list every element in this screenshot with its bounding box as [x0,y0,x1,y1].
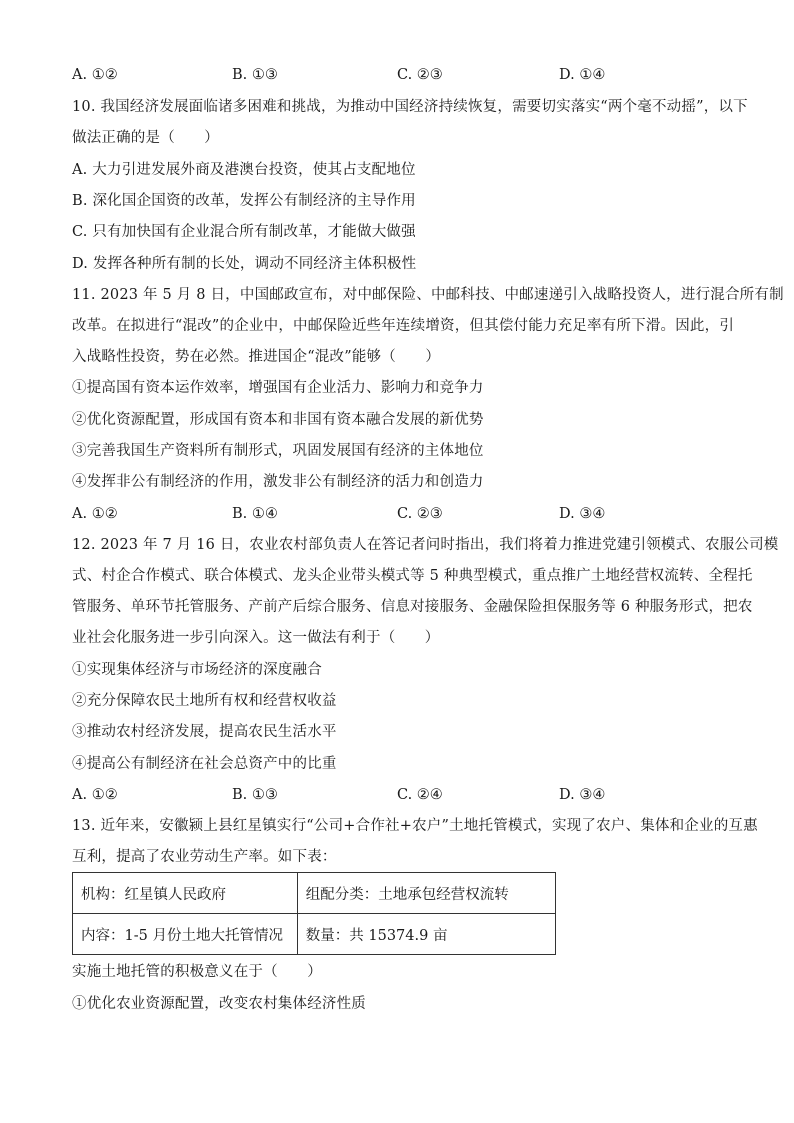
q10-option-a: A. 大力引进发展外商及港澳台投资，使其占支配地位 [72,162,416,178]
q12-stem-line3: 管服务、单环节托管服务、产前产后综合服务、信息对接服务、金融保险担保服务等 6 种服务形式，把农 [72,599,753,615]
q9-option-d: D. ①④ [559,67,606,83]
q11-stem-line3: 入战略性投资，势在必然。推进国企“混改”能够（ ） [72,349,441,365]
q11-option-c: C. ②③ [397,506,443,522]
q13-stem-line1: 13. 近年来，安徽颍上县红星镇实行“公司+合作社+农户”土地托管模式，实现了农户、集体和企业的互惠 [72,818,758,834]
table-cell-content: 内容：1-5 月份土地大托管情况 [73,914,298,955]
q9-option-a: A. ①② [72,67,118,83]
q12-option-b: B. ①③ [232,787,278,803]
q9-option-b: B. ①③ [232,67,278,83]
q12-stem-line1: 12. 2023 年 7 月 16 日，农业农村部负责人在答记者问时指出，我们将着力推进党建引领模式、农服公司模 [72,537,779,553]
q11-item-4: ④发挥非公有制经济的作用，激发非公有制经济的活力和创造力 [72,474,484,490]
q11-stem-line1: 11. 2023 年 5 月 8 日，中国邮政宣布，对中邮保险、中邮科技、中邮速递引入战略投资人，进行混合所有制 [72,287,784,303]
q11-item-2: ②优化资源配置，形成国有资本和非国有资本融合发展的新优势 [72,412,484,428]
table-cell-quantity: 数量：共 15374.9 亩 [297,914,555,955]
q10-stem-line1: 10. 我国经济发展面临诸多困难和挑战，为推动中国经济持续恢复，需要切实落实“两个毫不动摇”，以下 [72,99,748,115]
q12-stem-line2: 式、村企合作模式、联合体模式、龙头企业带头模式等 5 种典型模式，重点推广土地经营权流转、全程托 [72,568,753,584]
q10-option-d: D. 发挥各种所有制的长处，调动不同经济主体积极性 [72,256,417,272]
q13-stem-line2: 互利，提高了农业劳动生产率。如下表： [72,849,337,865]
table-row [73,914,556,955]
q12-option-c: C. ②④ [397,787,443,803]
q11-item-1: ①提高国有资本运作效率，增强国有企业活力、影响力和竞争力 [72,380,484,396]
q10-option-c: C. 只有加快国有企业混合所有制改革，才能做大做强 [72,224,416,240]
q11-item-3: ③完善我国生产资料所有制形式，巩固发展国有经济的主体地位 [72,443,484,459]
q10-stem-line2: 做法正确的是（ ） [72,130,219,146]
q11-option-a: A. ①② [72,506,118,522]
q12-option-d: D. ③④ [559,787,606,803]
q11-option-d: D. ③④ [559,506,606,522]
q10-option-b: B. 深化国企国资的改革，发挥公有制经济的主导作用 [72,193,416,209]
q13-item-1: ①优化农业资源配置，改变农村集体经济性质 [72,996,366,1012]
q12-item-1: ①实现集体经济与市场经济的深度融合 [72,662,322,678]
q12-item-2: ②充分保障农民土地所有权和经营权收益 [72,693,337,709]
q9-option-c: C. ②③ [397,67,443,83]
q12-item-4: ④提高公有制经济在社会总资产中的比重 [72,756,337,772]
q13-after-table: 实施土地托管的积极意义在于（ ） [72,964,322,980]
q12-option-a: A. ①② [72,787,118,803]
q12-stem-line4: 业社会化服务进一步引向深入。这一做法有利于（ ） [72,630,440,646]
table-row [73,873,556,914]
q12-options [72,785,722,805]
q12-item-3: ③推动农村经济发展，提高农民生活水平 [72,724,337,740]
q9-options [72,65,722,85]
land-trust-table [72,872,556,955]
table-cell-agency: 机构：红星镇人民政府 [73,873,298,914]
q11-stem-line2: 改革。在拟进行“混改”的企业中，中邮保险近些年连续增资，但其偿付能力充足率有所下滑。因此，引 [72,318,735,334]
table-cell-category: 组配分类：土地承包经营权流转 [297,873,555,914]
q11-options [72,504,722,524]
q11-option-b: B. ①④ [232,506,278,522]
